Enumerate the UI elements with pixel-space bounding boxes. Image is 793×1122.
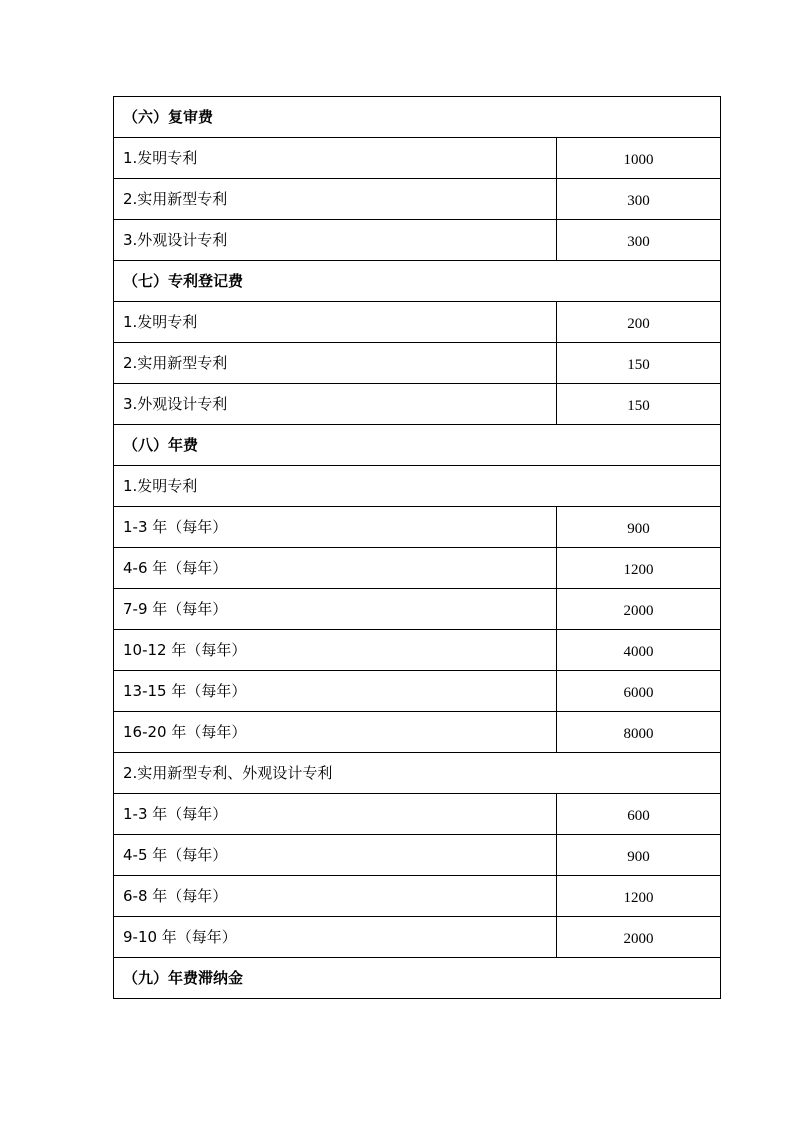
item-amount: 4000 — [557, 630, 721, 671]
item-amount: 150 — [557, 384, 721, 425]
table-row — [114, 835, 721, 876]
item-amount: 8000 — [557, 712, 721, 753]
item-amount: 150 — [557, 343, 721, 384]
table-row — [114, 507, 721, 548]
item-label: 4-6 年（每年） — [114, 548, 557, 589]
item-amount: 2000 — [557, 917, 721, 958]
item-amount: 600 — [557, 794, 721, 835]
section-row — [114, 261, 721, 302]
section-row — [114, 97, 721, 138]
subgroup-row — [114, 753, 721, 794]
table-row — [114, 917, 721, 958]
table-row — [114, 179, 721, 220]
table-row — [114, 630, 721, 671]
table-row — [114, 876, 721, 917]
item-label: 3.外观设计专利 — [114, 384, 557, 425]
table-row — [114, 138, 721, 179]
item-amount: 1200 — [557, 876, 721, 917]
item-label: 1-3 年（每年） — [114, 507, 557, 548]
section-title: （八）年费 — [114, 425, 721, 466]
section-title: （六）复审费 — [114, 97, 721, 138]
item-amount: 900 — [557, 835, 721, 876]
item-amount: 1000 — [557, 138, 721, 179]
table-row — [114, 548, 721, 589]
item-label: 13-15 年（每年） — [114, 671, 557, 712]
item-amount: 1200 — [557, 548, 721, 589]
table-row — [114, 712, 721, 753]
table-row — [114, 589, 721, 630]
subgroup-heading: 2.实用新型专利、外观设计专利 — [114, 753, 721, 794]
subgroup-heading: 1.发明专利 — [114, 466, 721, 507]
table-row — [114, 343, 721, 384]
table-row — [114, 302, 721, 343]
item-amount: 200 — [557, 302, 721, 343]
item-amount: 2000 — [557, 589, 721, 630]
item-label: 3.外观设计专利 — [114, 220, 557, 261]
item-label: 1.发明专利 — [114, 138, 557, 179]
table-row — [114, 384, 721, 425]
section-row — [114, 425, 721, 466]
item-amount: 900 — [557, 507, 721, 548]
item-amount: 300 — [557, 179, 721, 220]
table-row — [114, 794, 721, 835]
item-label: 9-10 年（每年） — [114, 917, 557, 958]
fee-table — [113, 96, 721, 999]
section-row — [114, 958, 721, 999]
item-label: 1.发明专利 — [114, 302, 557, 343]
item-amount: 6000 — [557, 671, 721, 712]
item-label: 2.实用新型专利 — [114, 343, 557, 384]
item-amount: 300 — [557, 220, 721, 261]
item-label: 10-12 年（每年） — [114, 630, 557, 671]
subgroup-row — [114, 466, 721, 507]
item-label: 6-8 年（每年） — [114, 876, 557, 917]
item-label: 1-3 年（每年） — [114, 794, 557, 835]
table-row — [114, 671, 721, 712]
section-title: （九）年费滞纳金 — [114, 958, 721, 999]
item-label: 16-20 年（每年） — [114, 712, 557, 753]
item-label: 4-5 年（每年） — [114, 835, 557, 876]
table-row — [114, 220, 721, 261]
item-label: 2.实用新型专利 — [114, 179, 557, 220]
section-title: （七）专利登记费 — [114, 261, 721, 302]
item-label: 7-9 年（每年） — [114, 589, 557, 630]
